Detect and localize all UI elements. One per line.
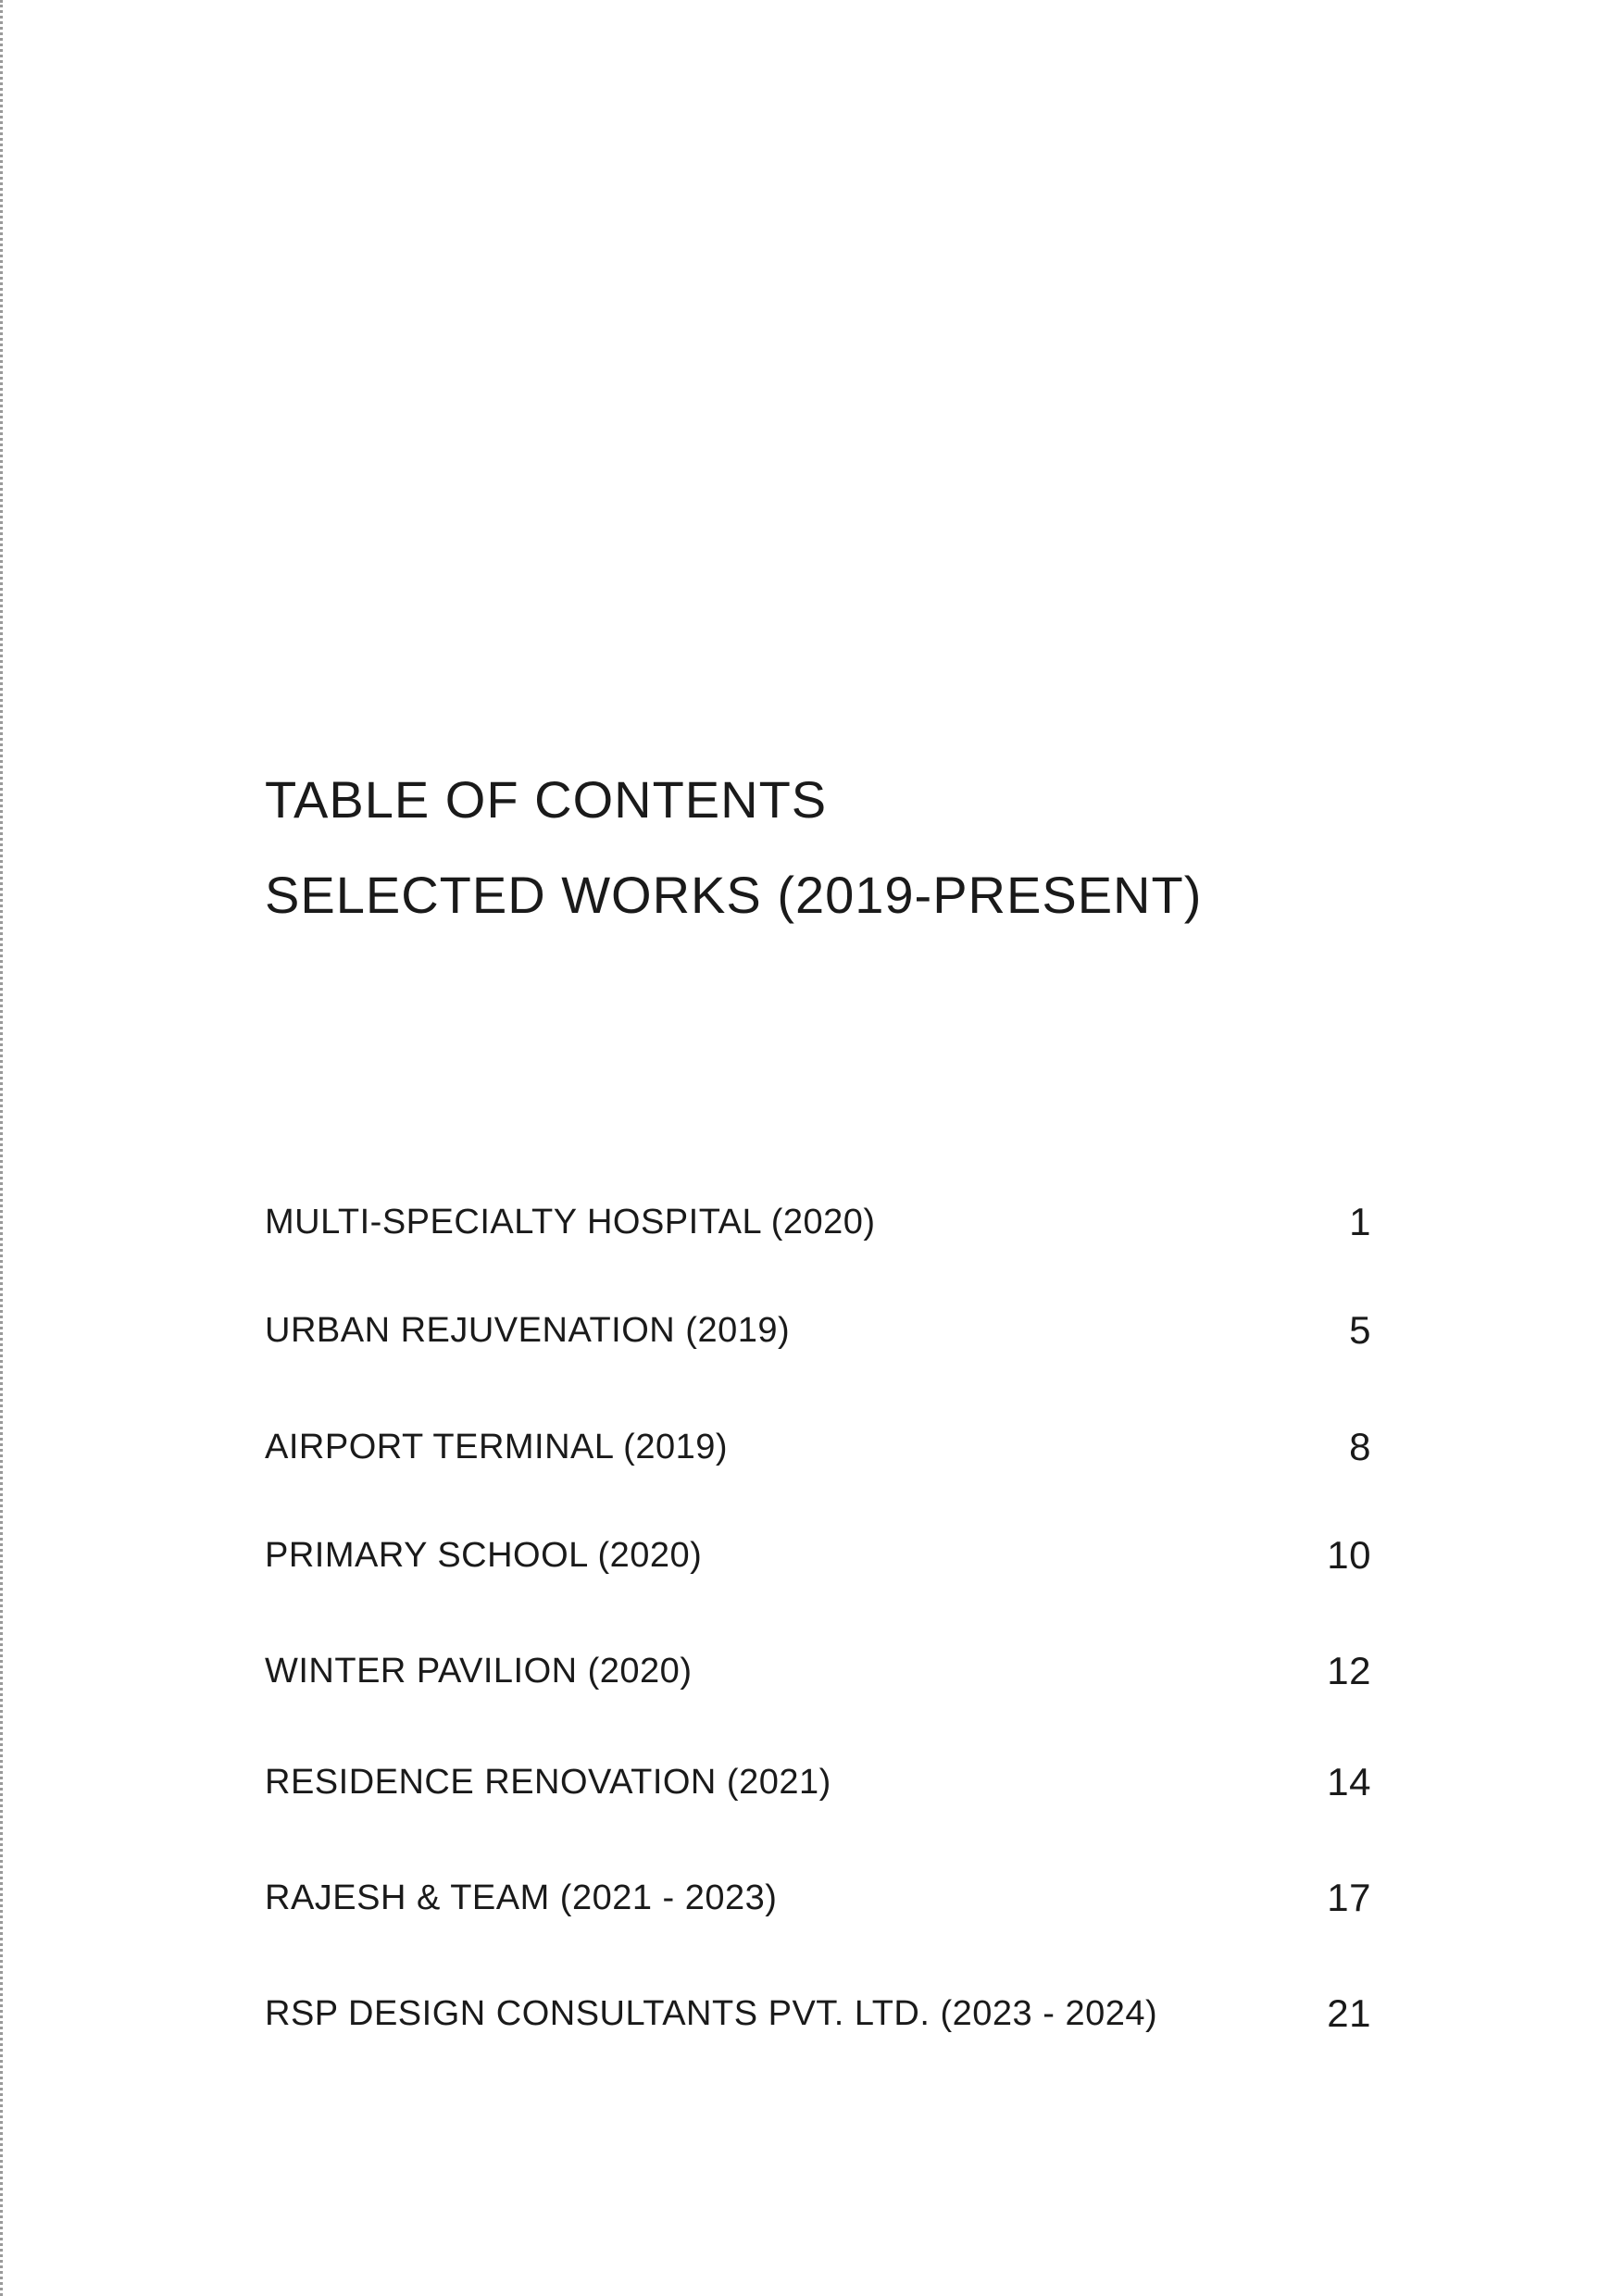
- toc-entry-title: RSP DESIGN CONSULTANTS PVT. LTD. (2023 - 2024): [265, 1993, 1158, 2033]
- page-subtitle: SELECTED WORKS (2019-PRESENT): [265, 866, 1203, 924]
- toc-entry-title: URBAN REJUVENATION (2019): [265, 1310, 791, 1350]
- toc-entry-title: RESIDENCE RENOVATION (2021): [265, 1762, 831, 1802]
- toc-entry-rajesh-and-team[interactable]: [265, 1875, 1371, 1921]
- toc-entry-primary-school[interactable]: [265, 1532, 1371, 1578]
- toc-entry-title: PRIMARY SCHOOL (2020): [265, 1535, 703, 1575]
- toc-entry-page-number: 8: [1349, 1425, 1371, 1468]
- toc-entry-multi-specialty-hospital[interactable]: [265, 1199, 1371, 1245]
- toc-entry-page-number: 5: [1349, 1308, 1371, 1352]
- toc-entry-rsp-design-consultants[interactable]: [265, 1990, 1371, 2037]
- toc-entry-page-number: 14: [1327, 1760, 1371, 1803]
- toc-entry-page-number: 21: [1327, 1991, 1371, 2035]
- toc-entry-airport-terminal[interactable]: [265, 1424, 1371, 1470]
- toc-entry-page-number: 1: [1349, 1200, 1371, 1243]
- toc-entry-title: MULTI-SPECIALTY HOSPITAL (2020): [265, 1202, 876, 1242]
- toc-entry-page-number: 17: [1327, 1876, 1371, 1919]
- toc-entry-urban-rejuvenation[interactable]: [265, 1307, 1371, 1354]
- page-title: TABLE OF CONTENTS: [265, 770, 828, 829]
- toc-entry-title: RAJESH & TEAM (2021 - 2023): [265, 1878, 778, 1917]
- toc-entry-title: AIRPORT TERMINAL (2019): [265, 1427, 729, 1466]
- toc-entry-page-number: 12: [1327, 1649, 1371, 1692]
- toc-entry-page-number: 10: [1327, 1533, 1371, 1577]
- toc-entry-title: WINTER PAVILION (2020): [265, 1651, 693, 1691]
- heading-block: [265, 770, 1203, 924]
- toc-entry-residence-renovation[interactable]: [265, 1759, 1371, 1805]
- toc-entry-winter-pavilion[interactable]: [265, 1648, 1371, 1694]
- page-left-edge: [0, 0, 3, 2296]
